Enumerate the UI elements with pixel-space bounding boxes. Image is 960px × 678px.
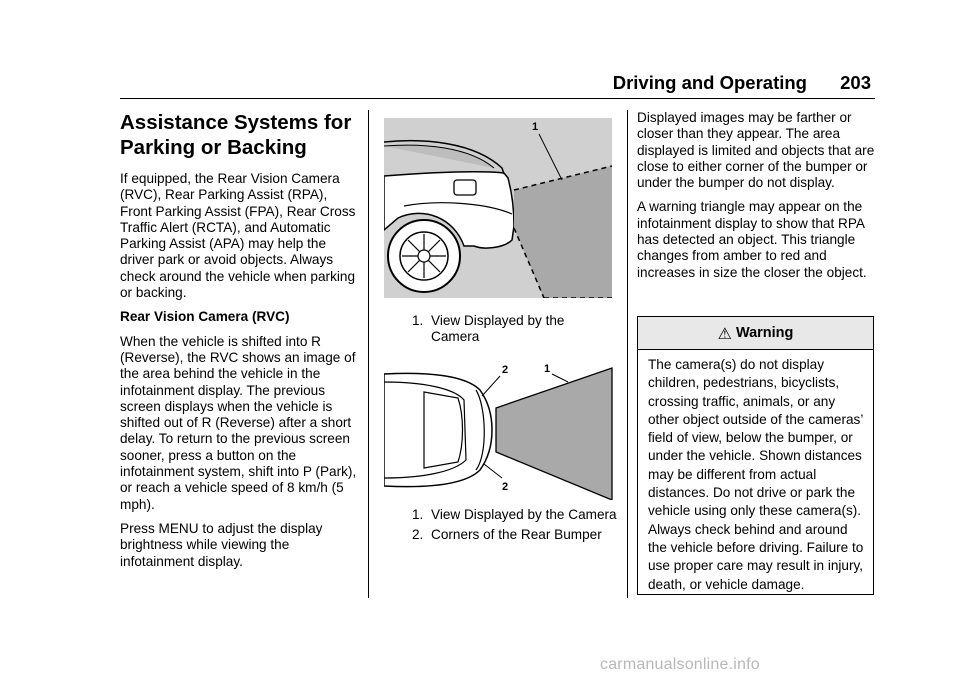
intro-paragraph: If equipped, the Rear Vision Camera (RVC), Rear Parking Assist (RPA), Front Parking Assist (FPA), Rear Cross Traffic Alert (RCTA), and Automatic Parking Assist (APA) may help the driver park or avoid objects. Always check around the vehicle when parking or backing. — [120, 171, 356, 301]
callout-1: 1 — [532, 121, 539, 133]
caption-item: 2. Corners of the Rear Bumper — [412, 527, 602, 543]
camera-view-area-top — [496, 368, 612, 500]
warning-box — [637, 316, 874, 595]
header-rule — [120, 98, 875, 99]
callout-2-bottom: 2 — [502, 481, 509, 493]
column-divider-left — [368, 110, 369, 598]
figure2-caption — [412, 507, 622, 544]
display-paragraph: Displayed images may be farther or closer than they appear. The area displayed is limited and objects that are close to either corner of the bumper or under the bumper do not display. — [637, 110, 875, 191]
license-plate-recess — [454, 180, 476, 195]
car-rear-window-top — [424, 392, 463, 468]
page-number: 203 — [840, 72, 871, 93]
page-header — [595, 72, 875, 100]
warning-header — [638, 317, 873, 350]
rvc-subheading: Rear Vision Camera (RVC) — [120, 309, 290, 325]
figure1-caption — [412, 313, 612, 346]
callout-1: 1 — [544, 363, 551, 375]
warning-triangle-icon: ⚠ — [717, 323, 732, 343]
rvc-paragraph: When the vehicle is shifted into R (Reverse), the RVC shows an image of the area behind the vehicle in the infotainment display. The previous screen displays when the vehicle is shifted out of R (Reverse) after a short delay. To return to the previous screen sooner, press a button on the infotainment system, shift into P (Park), or reach a vehicle speed of 8 km/h (5 mph). — [120, 333, 357, 512]
callout-line-2-top — [482, 376, 500, 396]
right-column — [637, 110, 877, 289]
caption-item: 1. View Displayed by the Camera — [412, 507, 617, 522]
callout-line-1 — [552, 374, 568, 382]
callout-line-2-bottom — [484, 464, 502, 478]
figure-rear-camera-top-view — [384, 360, 614, 500]
section-heading: Assistance Systems for Parking or Backing — [120, 111, 352, 159]
callout-2-top: 2 — [502, 364, 509, 376]
caption-item: 1. View Displayed by the Camera — [412, 313, 565, 345]
left-column — [120, 110, 360, 578]
warning-title: Warning — [735, 325, 794, 341]
watermark: carmanualsonline.info — [600, 656, 760, 673]
wheel-hub — [418, 250, 430, 262]
figure-rear-camera-side-view — [384, 118, 612, 298]
warning-body: The camera(s) do not display children, pedestrians, bicyclists, crossing traffic, animals, or any other object outside of the cameras’ field of view, below the bumper, or under the vehicle. Shown distances may be different from actual distances. Do not drive or park the vehicle using only these camera(s). Always check behind and around the vehicle before driving. Failure to use proper care may result in injury, death, or vehicle damage. — [648, 357, 864, 592]
menu-paragraph: Press MENU to adjust the display brightness while viewing the infotainment display. — [120, 520, 323, 569]
rpa-paragraph: A warning triangle may appear on the infotainment display to show that RPA has detected an object. This triangle changes from amber to red and increases in size the closer the object. — [637, 199, 867, 280]
column-divider-right — [627, 110, 628, 598]
section-title: Driving and Operating — [612, 72, 807, 93]
